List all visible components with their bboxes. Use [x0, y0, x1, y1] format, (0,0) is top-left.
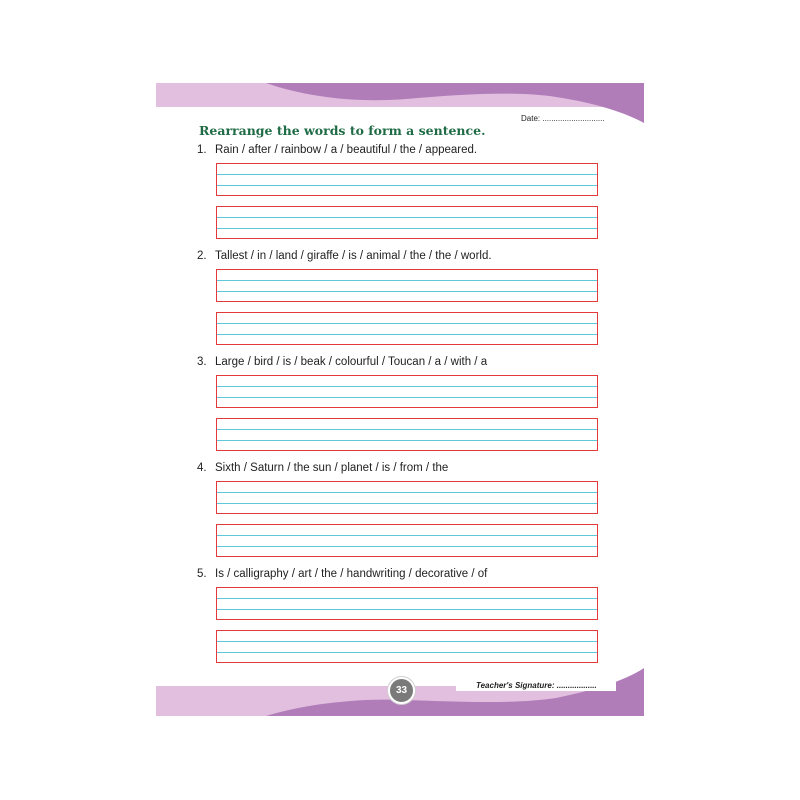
question-1 [197, 144, 477, 156]
answer-box-4a[interactable] [216, 481, 598, 514]
answer-box-2b[interactable] [216, 312, 598, 345]
question-text: Tallest / in / land / giraffe / is / animal / the / the / world. [215, 250, 492, 262]
answer-box-3b[interactable] [216, 418, 598, 451]
worksheet-page [156, 83, 644, 716]
question-4 [197, 462, 448, 474]
answer-box-1b[interactable] [216, 206, 598, 239]
question-number: 5. [197, 568, 207, 580]
answer-box-2a[interactable] [216, 269, 598, 302]
question-3 [197, 356, 487, 368]
question-text: Large / bird / is / beak / colourful / Toucan / a / with / a [215, 356, 488, 368]
answer-box-5a[interactable] [216, 587, 598, 620]
answer-box-1a[interactable] [216, 163, 598, 196]
instructions-heading: Rearrange the words to form a sentence. [199, 123, 486, 138]
page-number-badge: 33 [388, 677, 415, 704]
answer-box-4b[interactable] [216, 524, 598, 557]
answer-box-5b[interactable] [216, 630, 598, 663]
teacher-signature-field: Teacher's Signature: .................. [476, 681, 597, 690]
date-field: Date: ............................ [521, 114, 605, 123]
question-number: 1. [197, 144, 207, 156]
question-5 [197, 568, 487, 580]
question-2 [197, 250, 492, 262]
question-text: Rain / after / rainbow / a / beautiful / the / appeared. [215, 144, 478, 156]
question-number: 3. [197, 356, 207, 368]
question-number: 4. [197, 462, 207, 474]
answer-box-3a[interactable] [216, 375, 598, 408]
question-text: Sixth / Saturn / the sun / planet / is / from / the [215, 462, 449, 474]
question-text: Is / calligraphy / art / the / handwriting / decorative / of [215, 568, 488, 580]
question-number: 2. [197, 250, 207, 262]
